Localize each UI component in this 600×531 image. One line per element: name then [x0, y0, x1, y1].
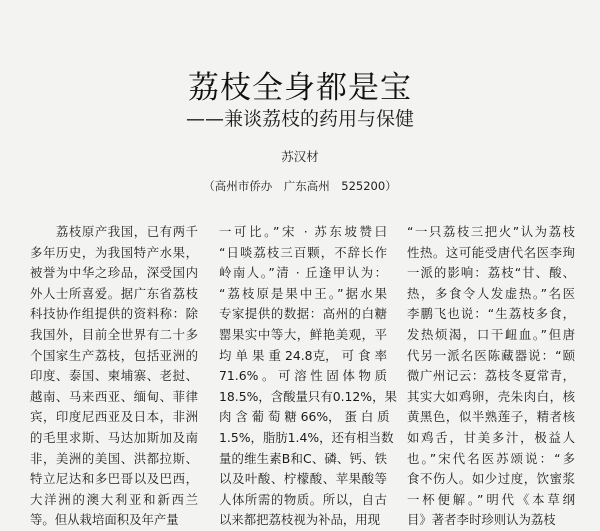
text-line: 也。”宋代名医苏颂说：“多: [407, 450, 575, 466]
text-line: 以来都把荔枝视为补品，用现: [219, 512, 381, 528]
text-line: 71.6%。可溶性固体物质: [219, 368, 387, 384]
text-line: 18.5%，含酸量只有0.12%，果: [219, 388, 397, 404]
text-line: 专家提供的数据：高州的白糖: [219, 306, 387, 322]
text-line: 越南、马来西亚、缅甸、菲律: [30, 388, 198, 404]
text-line: 一杯便解。”明代《本草纲: [407, 491, 575, 507]
text-line: 被誉为中华之珍品，深受国内: [30, 265, 198, 281]
text-line: 罂果实中等大，鲜艳美观，平: [219, 326, 387, 342]
text-line: “日啖荔枝三百颗，不辞长作: [219, 244, 387, 260]
text-line: 性热。这可能受唐代名医李珣: [407, 244, 575, 260]
text-column-3: [407, 222, 575, 531]
text-line: 非，美洲的美国、洪都拉斯、: [30, 450, 198, 466]
text-line: 量的维生素B和C、磷、钙、铁: [219, 450, 387, 466]
text-line: 一可比。”宋 · 苏东坡赞曰: [219, 224, 387, 239]
article-author: 苏汉材: [281, 149, 319, 164]
text-line: 微广州记云：荔枝冬夏常青，: [407, 368, 575, 384]
text-line: 如鸡舌，甘美多汁，极益人: [407, 429, 575, 445]
text-line: 个国家生产荔枝，包括亚洲的: [30, 347, 198, 363]
text-line: 肉 含 葡 萄 糖 66%， 蛋 白 质: [219, 409, 390, 425]
text-line: 我国外，目前全世界有二十多: [30, 326, 198, 342]
text-line: 以及叶酸、柠檬酸、苹果酸等: [219, 471, 387, 487]
text-line: 多年历史，为我国特产水果，: [30, 244, 198, 260]
article-affiliation: （高州市侨办 广东高州 525200）: [203, 179, 397, 193]
text-line: 1.5%，脂肪1.4%，还有相当数: [219, 429, 394, 445]
text-line: 一派的影响：荔枝“甘、酸、: [407, 265, 575, 281]
text-line: 其实大如鸡卵，壳朱肉白，核: [407, 388, 575, 404]
text-line: 大洋洲的澳大利亚和新西兰: [30, 491, 198, 507]
article-subtitle: ——兼谈荔枝的药用与保健: [185, 108, 414, 130]
article-title: 荔枝全身都是宝: [188, 70, 412, 106]
text-line: 宾，印度尼西亚及日本，非洲: [30, 409, 198, 425]
text-line: 热，多食令人发虚热。”名医: [407, 285, 575, 301]
text-column-2: [219, 222, 397, 531]
text-line: 岭南人。”清 · 丘逢甲认为：: [219, 265, 387, 281]
text-line: 发热烦渴，口干衄血。”但唐: [407, 326, 575, 342]
text-line: 均 单 果 重 24.8克， 可 食 率: [219, 347, 387, 363]
text-line: 印度、泰国、柬埔寨、老挝、: [30, 368, 198, 384]
text-line: 的毛里求斯、马达加斯加及南: [30, 429, 198, 445]
text-line: 黄黑色，似半熟莲子，精者核: [407, 409, 575, 425]
text-line: 食不伤人。如少过度，饮蜜浆: [407, 471, 575, 487]
text-line: 李鹏飞也说：“生荔枝多食，: [407, 306, 575, 322]
text-line: “一只荔枝三把火”认为荔枝: [407, 224, 575, 239]
text-column-1: [30, 222, 198, 531]
text-line: 荔枝原产我国，已有两千: [30, 224, 198, 239]
text-line: “荔枝原是果中王。”据水果: [219, 285, 387, 301]
text-line: 等。但从栽培面积及年产量: [30, 512, 179, 528]
text-line: 科技协作组提供的资料称：除: [30, 306, 198, 322]
text-line: 代另一派名医陈藏器说：“颐: [407, 347, 575, 363]
text-line: 特立尼达和多巴哥以及巴西，: [30, 471, 198, 487]
text-line: 人体所需的物质。所以，自古: [219, 491, 387, 507]
text-line: 外人士所喜爱。据广东省荔枝: [30, 285, 198, 301]
text-line: 目》著者李时珍则认为荔枝: [407, 512, 556, 528]
